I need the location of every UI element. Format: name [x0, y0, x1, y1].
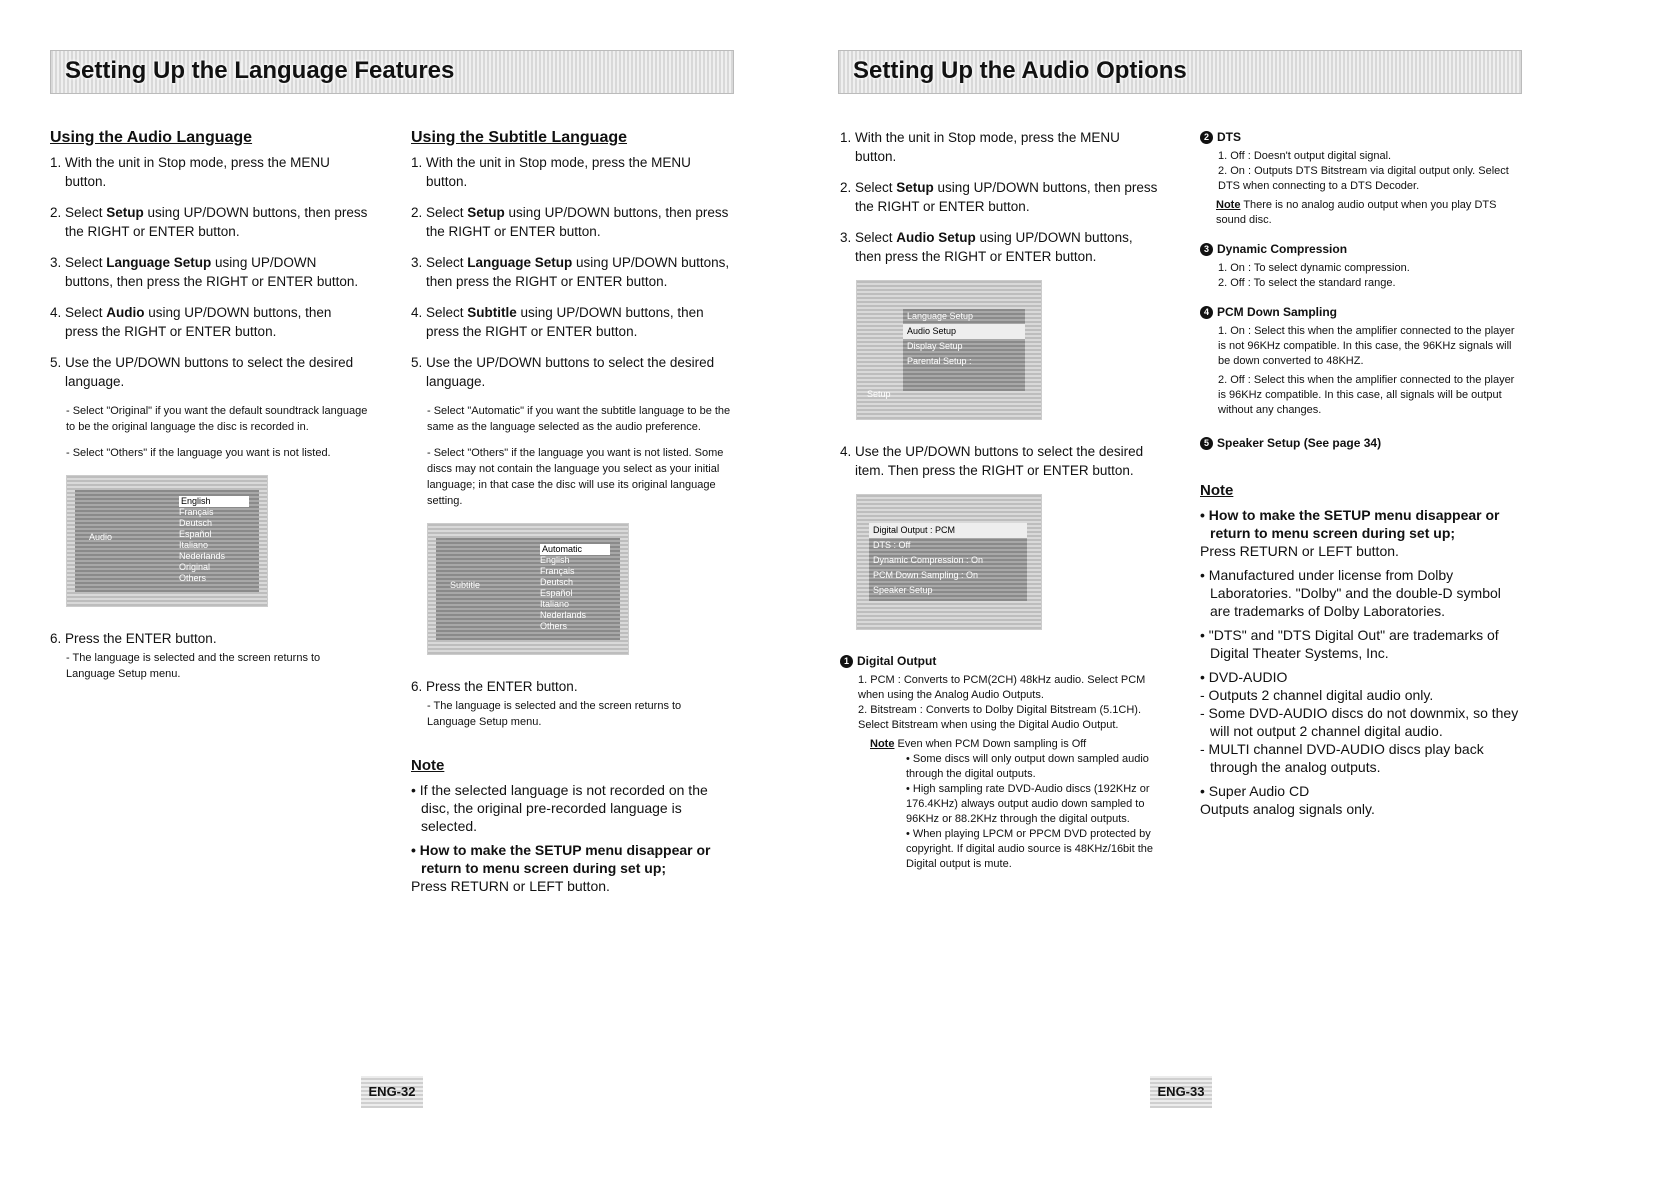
sacd-sub: Outputs analog signals only.: [1200, 801, 1375, 817]
step-2: [50, 203, 368, 241]
audio-note-dolby: • Manufactured under license from Dolby Laboratories. "Dolby" and the double-D symbol are trademarks of Dolby Laboratories.: [1200, 567, 1501, 619]
dynamic-compression-heading: 3 Dynamic Compression: [1200, 240, 1522, 259]
step-5: [50, 353, 368, 391]
number-3-icon: 3: [1200, 243, 1213, 256]
step-text: Select Setup using UP/DOWN buttons, then press the RIGHT or ENTER button.: [426, 205, 729, 239]
step-number: 1.: [50, 155, 62, 170]
audio-setup-screen: [856, 494, 1042, 630]
dynamic-on: 1. On : To select dynamic compression.: [1218, 262, 1410, 274]
audio-language-screen: [66, 475, 268, 607]
step-1: [411, 153, 731, 191]
menu-option[interactable]: DTS : Off: [873, 540, 911, 550]
screen-option-list: [179, 496, 249, 584]
menu-option[interactable]: Language Setup: [907, 311, 974, 321]
audio-note-1: Press RETURN or LEFT button.: [1200, 543, 1399, 559]
menu-option[interactable]: Speaker Setup: [873, 585, 933, 595]
step-number: 1.: [411, 155, 423, 170]
audio-sub-original: - Select "Original" if you want the default soundtrack language to be the original language the disc is recorded in.: [66, 405, 368, 433]
step-3: [840, 228, 1160, 266]
right-page-number: ENG-33: [1150, 1076, 1212, 1108]
digital-note-2: • High sampling rate DVD-Audio discs (192KHz or 176.4KHz) always output audio down sampled to 96KHz or 88.2KHz through the digital outputs.: [906, 783, 1150, 825]
note-intro: Even when PCM Down sampling is Off: [897, 738, 1087, 750]
menu-option[interactable]: Digital Output : PCM: [869, 523, 1027, 538]
subtitle-note-heading: Note: [411, 757, 445, 774]
subtitle-note-2: Press RETURN or LEFT button.: [411, 878, 610, 894]
step-text: With the unit in Stop mode, press the MENU button.: [65, 155, 330, 189]
step-text: Use the UP/DOWN buttons to select the desired item. Then press the RIGHT or ENTER button.: [855, 444, 1144, 478]
step-number: 3.: [840, 230, 852, 245]
menu-option[interactable]: English: [540, 555, 570, 565]
audio-sub-others: - Select "Others" if the language you want is not listed.: [66, 447, 331, 459]
audio-language-column: [50, 128, 368, 692]
screen-side-label: Subtitle: [450, 580, 481, 590]
audio-note-heading: Note: [1200, 482, 1234, 499]
step-1: [840, 128, 1160, 166]
menu-option[interactable]: PCM Down Sampling : On: [873, 570, 979, 580]
number-1-icon: 1: [840, 655, 853, 668]
step-number: 4.: [840, 444, 852, 459]
subtitle-note-1: • If the selected language is not recorded on the disc, the original pre-recorded language is selected.: [411, 782, 708, 834]
screen-panel: [903, 309, 1025, 391]
step-text: Select Audio using UP/DOWN buttons, then press the RIGHT or ENTER button.: [65, 305, 332, 339]
step-text: Press the ENTER button.: [65, 631, 217, 646]
audio-setup-list: [869, 523, 1027, 598]
subtitle-sub-automatic: - Select "Automatic" if you want the subtitle language to be the same as the language selected as the audio preference.: [427, 405, 731, 433]
menu-option[interactable]: Français: [179, 507, 214, 517]
number-4-icon: 4: [1200, 306, 1213, 319]
menu-option[interactable]: Audio Setup: [903, 324, 1025, 339]
screen-panel: [869, 523, 1027, 601]
menu-option[interactable]: Others: [540, 621, 568, 631]
number-2-icon: 2: [1200, 131, 1213, 144]
audio-note-1-bold: • How to make the SETUP menu disappear or return to menu screen during set up;: [1200, 507, 1500, 541]
menu-option[interactable]: Français: [540, 566, 575, 576]
digital-output-heading: 1 Digital Output: [840, 652, 1160, 671]
menu-option[interactable]: Español: [540, 588, 573, 598]
menu-option[interactable]: Original: [179, 562, 211, 572]
dvd-audio-sub-2: - Some DVD-AUDIO discs do not downmix, so they will not output 2 channel digital audio.: [1200, 705, 1519, 739]
menu-option[interactable]: Automatic: [540, 544, 610, 555]
dts-note-text: There is no analog audio output when you play DTS sound disc.: [1216, 199, 1497, 226]
step-number: 3.: [50, 255, 62, 270]
digital-note-3: • When playing LPCM or PPCM DVD protected by copyright. If digital audio source is 48KHz/16bit the Digital output is mute.: [906, 828, 1154, 870]
right-page-title: Setting Up the Audio Options: [853, 57, 1187, 84]
step-2: [840, 178, 1160, 216]
audio-language-heading: Using the Audio Language: [50, 129, 253, 146]
note-label: Note: [1216, 199, 1241, 211]
menu-option[interactable]: Others: [179, 573, 207, 583]
dvd-audio-sub-1: - Outputs 2 channel digital audio only.: [1200, 687, 1434, 703]
audio-note-sacd: • Super Audio CD: [1200, 783, 1310, 799]
subtitle-note-2-bold: • How to make the SETUP menu disappear or return to menu screen during set up;: [411, 842, 711, 876]
dts-heading: 2 DTS: [1200, 128, 1522, 147]
step-1: [50, 153, 368, 191]
menu-option[interactable]: Display Setup: [907, 341, 963, 351]
menu-option[interactable]: Español: [179, 529, 212, 539]
step-number: 2.: [50, 205, 62, 220]
step-4: [411, 303, 731, 341]
menu-option[interactable]: English: [179, 496, 249, 507]
screen-side-label: Audio: [89, 532, 113, 542]
menu-option[interactable]: Deutsch: [540, 577, 574, 587]
audio-steps: [50, 153, 368, 391]
subtitle-language-screen: [427, 523, 629, 655]
menu-option[interactable]: Italiano: [179, 540, 209, 550]
step-text: With the unit in Stop mode, press the MENU button.: [426, 155, 691, 189]
audio-step6-sub: - The language is selected and the screen returns to Language Setup menu.: [66, 652, 321, 680]
menu-option[interactable]: Nederlands: [179, 551, 226, 561]
digital-note-1: • Some discs will only output down sampled audio through the digital outputs.: [906, 753, 1149, 780]
speaker-setup-heading: 5 Speaker Setup (See page 34): [1200, 434, 1522, 453]
step-number: 3.: [411, 255, 423, 270]
digital-output-bitstream: 2. Bitstream : Converts to Dolby Digital Bitstream (5.1CH). Select Bitstream when using the Digital Audio Output.: [858, 704, 1142, 731]
subtitle-sub-others: - Select "Others" if the language you want is not listed. Some discs may not contain the language you select as your initial language; in that case the disc will use its original language setting.: [427, 447, 724, 507]
setup-menu-list: [903, 309, 1025, 369]
left-banner: [50, 50, 734, 94]
audio-options-details-column: [1200, 128, 1522, 824]
dts-off: 1. Off : Doesn't output digital signal.: [1218, 150, 1392, 162]
dts-note: [1200, 198, 1522, 228]
audio-note-dts: • "DTS" and "DTS Digital Out" are trademarks of Digital Theater Systems, Inc.: [1200, 627, 1499, 661]
number-5-icon: 5: [1200, 437, 1213, 450]
subtitle-steps: [411, 153, 731, 391]
step-text: Select Setup using UP/DOWN buttons, then press the RIGHT or ENTER button.: [855, 180, 1158, 214]
menu-option[interactable]: Dynamic Compression : On: [873, 555, 984, 565]
dts-on: 2. On : Outputs DTS Bitstream via digital output only. Select DTS when connecting to a DTS Decoder.: [1218, 165, 1509, 192]
step-text: Select Language Setup using UP/DOWN buttons, then press the RIGHT or ENTER button.: [65, 255, 359, 289]
step-number: 6.: [411, 679, 423, 694]
menu-option[interactable]: Italiano: [540, 599, 570, 609]
audio-options-steps: [840, 128, 1160, 266]
step-3: [411, 253, 731, 291]
step-number: 5.: [50, 355, 62, 370]
subtitle-language-heading: Using the Subtitle Language: [411, 129, 628, 146]
subtitle-language-column: [411, 128, 731, 901]
step-3: [50, 253, 368, 291]
step-text: Press the ENTER button.: [426, 679, 578, 694]
step-2: [411, 203, 731, 241]
step-number: 2.: [411, 205, 423, 220]
subtitle-step-6: [411, 677, 731, 696]
digital-output-note: [840, 737, 1160, 752]
menu-option[interactable]: Nederlands: [540, 610, 587, 620]
audio-step-6: [50, 629, 368, 648]
step-5: [411, 353, 731, 391]
menu-option[interactable]: Parental Setup :: [907, 356, 972, 366]
step-text: Use the UP/DOWN buttons to select the desired language.: [426, 355, 715, 389]
step-text: Select Subtitle using UP/DOWN buttons, then press the RIGHT or ENTER button.: [426, 305, 704, 339]
digital-output-pcm: 1. PCM : Converts to PCM(2CH) 48kHz audio. Select PCM when using the Analog Audio Outputs.: [858, 674, 1146, 701]
pcm-on: 1. On : Select this when the amplifier connected to the player is not 96KHz compatible. In this case, the 96KHz signals will be down converted to 48KHZ.: [1218, 325, 1515, 367]
audio-note-dvd-audio: • DVD-AUDIO: [1200, 669, 1288, 685]
menu-option[interactable]: Deutsch: [179, 518, 213, 528]
step-number: 4.: [411, 305, 423, 320]
left-page-number: ENG-32: [361, 1076, 423, 1108]
right-banner: [838, 50, 1522, 94]
pcm-down-sampling-heading: 4 PCM Down Sampling: [1200, 303, 1522, 322]
subtitle-step6-sub: - The language is selected and the screen returns to Language Setup menu.: [427, 700, 682, 728]
step-4: [50, 303, 368, 341]
step-number: 6.: [50, 631, 62, 646]
step-text: Select Language Setup using UP/DOWN buttons, then press the RIGHT or ENTER button.: [426, 255, 730, 289]
audio-options-column: [840, 128, 1160, 872]
step-text: Select Audio Setup using UP/DOWN buttons, then press the RIGHT or ENTER button.: [855, 230, 1133, 264]
note-label: Note: [870, 738, 895, 750]
step-number: 2.: [840, 180, 852, 195]
dynamic-off: 2. Off : To select the standard range.: [1218, 277, 1396, 289]
left-page-title: Setting Up the Language Features: [65, 57, 455, 84]
step-number: 4.: [50, 305, 62, 320]
screen-option-list: [540, 544, 610, 632]
step-number: 5.: [411, 355, 423, 370]
step-text: With the unit in Stop mode, press the MENU button.: [855, 130, 1120, 164]
step-text: Use the UP/DOWN buttons to select the desired language.: [65, 355, 354, 389]
step-text: Select Setup using UP/DOWN buttons, then press the RIGHT or ENTER button.: [65, 205, 368, 239]
dvd-audio-sub-3: - MULTI channel DVD-AUDIO discs play back through the analog outputs.: [1200, 741, 1484, 775]
audio-step-4: [840, 442, 1160, 480]
setup-menu-screen: [856, 280, 1042, 420]
step-number: 1.: [840, 130, 852, 145]
screen-side-label: Setup: [867, 389, 891, 399]
pcm-off: 2. Off : Select this when the amplifier connected to the player is 96KHz compatible. In this case, all signals will be output without any changes.: [1218, 374, 1515, 416]
